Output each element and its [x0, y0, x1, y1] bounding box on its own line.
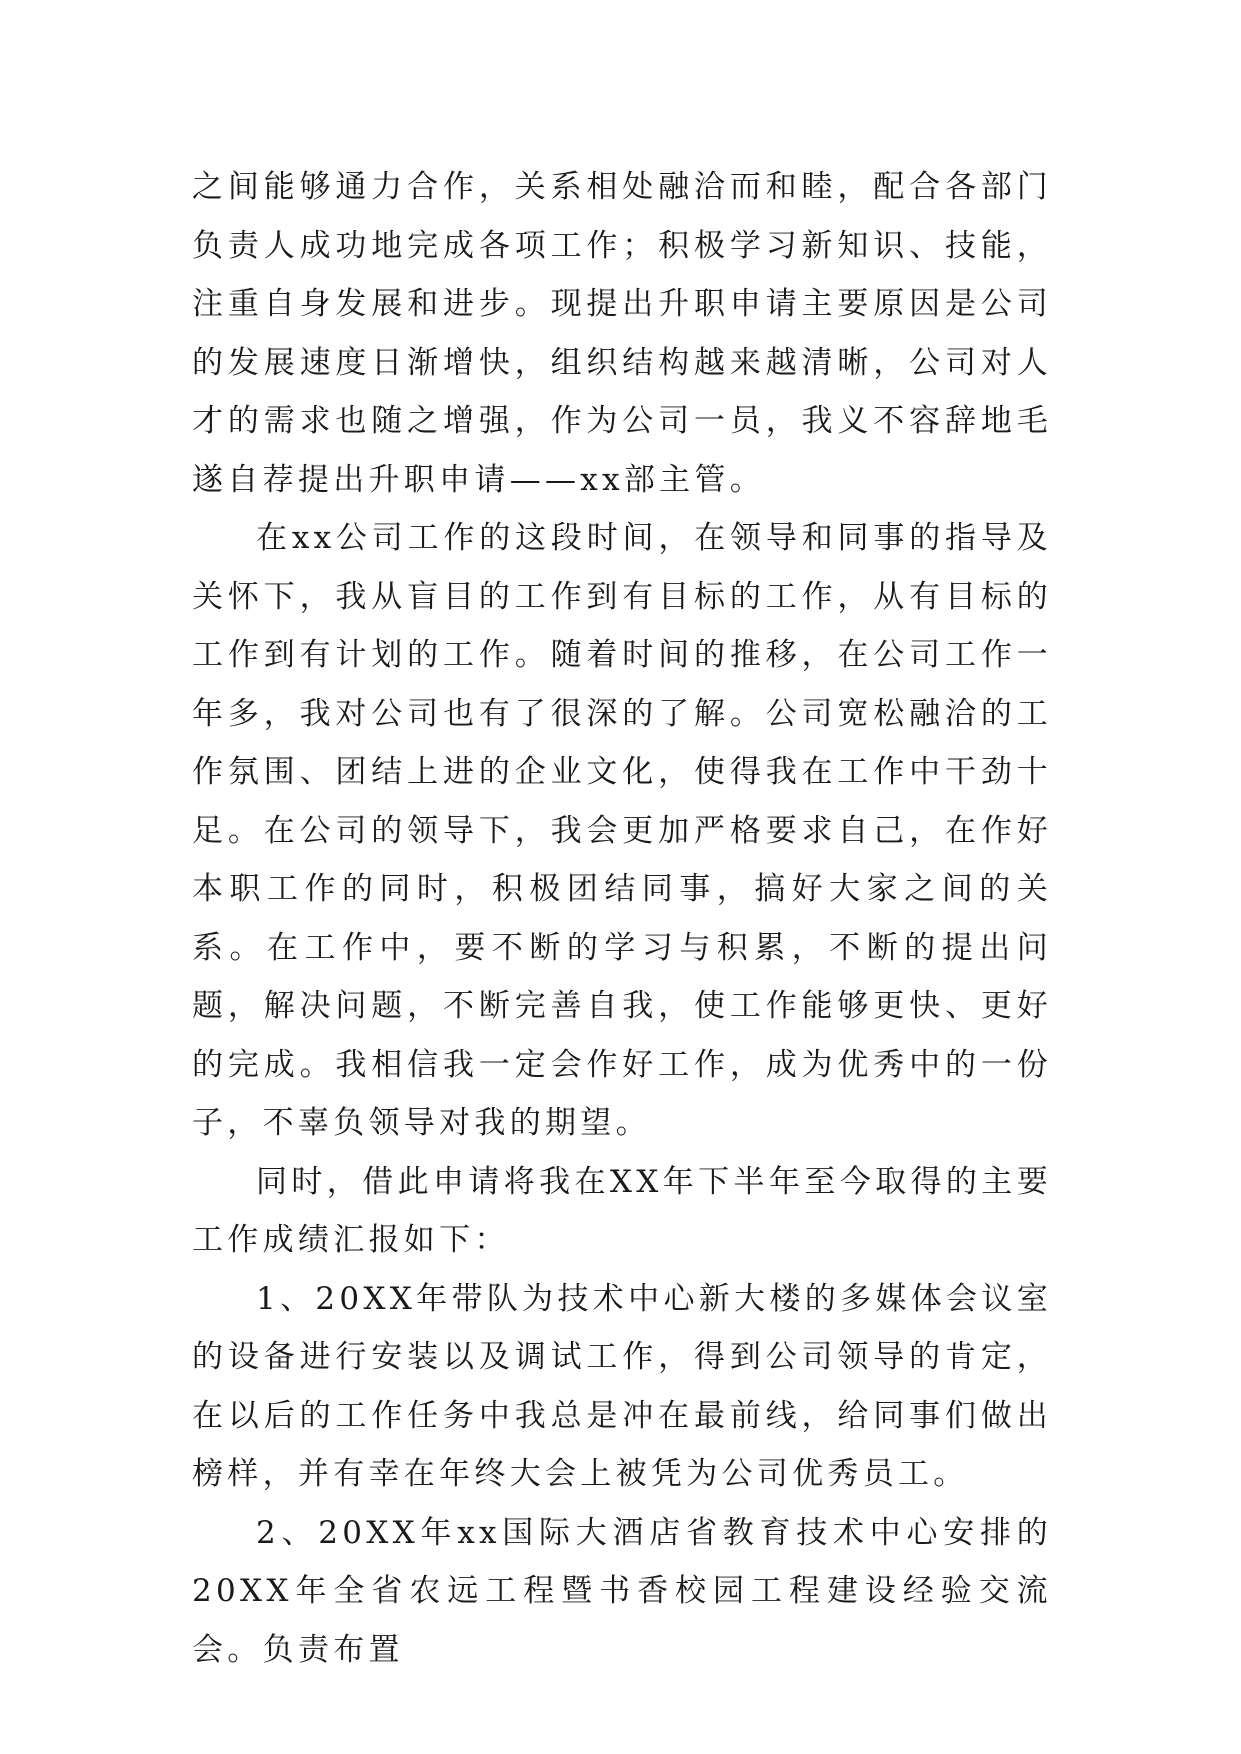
paragraph-1: 之间能够通力合作，关系相处融洽而和睦，配合各部门负责人成功地完成各项工作；积极学习新知识、技能，注重自身发展和进步。现提出升职申请主要原因是公司的发展速度日渐增快，组织结构越来越清晰，公司对人才的需求也随之增强，作为公司一员，我义不容辞地毛遂自荐提出升职申请——xx部主管。: [192, 169, 1052, 498]
paragraph-4: 1、20XX年带队为技术中心新大楼的多媒体会议室的设备进行安装以及调试工作，得到公司领导的肯定，在以后的工作任务中我总是冲在最前线，给同事们做出榜样，并有幸在年终大会上被凭为公司优秀员工。: [192, 1280, 1052, 1492]
document-body: [192, 158, 1052, 1679]
paragraph-5: 2、20XX年xx国际大酒店省教育技术中心安排的20XX年全省农远工程暨书香校园工程建设经验交流会。负责布置: [192, 1514, 1052, 1668]
paragraph-3: 同时，借此申请将我在XX年下半年至今取得的主要工作成绩汇报如下：: [192, 1163, 1052, 1258]
paragraph-2: 在xx公司工作的这段时间，在领导和同事的指导及关怀下，我从盲目的工作到有目标的工作，从有目标的工作到有计划的工作。随着时间的推移，在公司工作一年多，我对公司也有了很深的了解。公司宽松融洽的工作氛围、团结上进的企业文化，使得我在工作中干劲十足。在公司的领导下，我会更加严格要求自己，在作好本职工作的同时，积极团结同事，搞好大家之间的关系。在工作中，要不断的学习与积累，不断的提出问题，解决问题，不断完善自我，使工作能够更快、更好的完成。我相信我一定会作好工作，成为优秀中的一份子，不辜负领导对我的期望。: [192, 520, 1052, 1141]
